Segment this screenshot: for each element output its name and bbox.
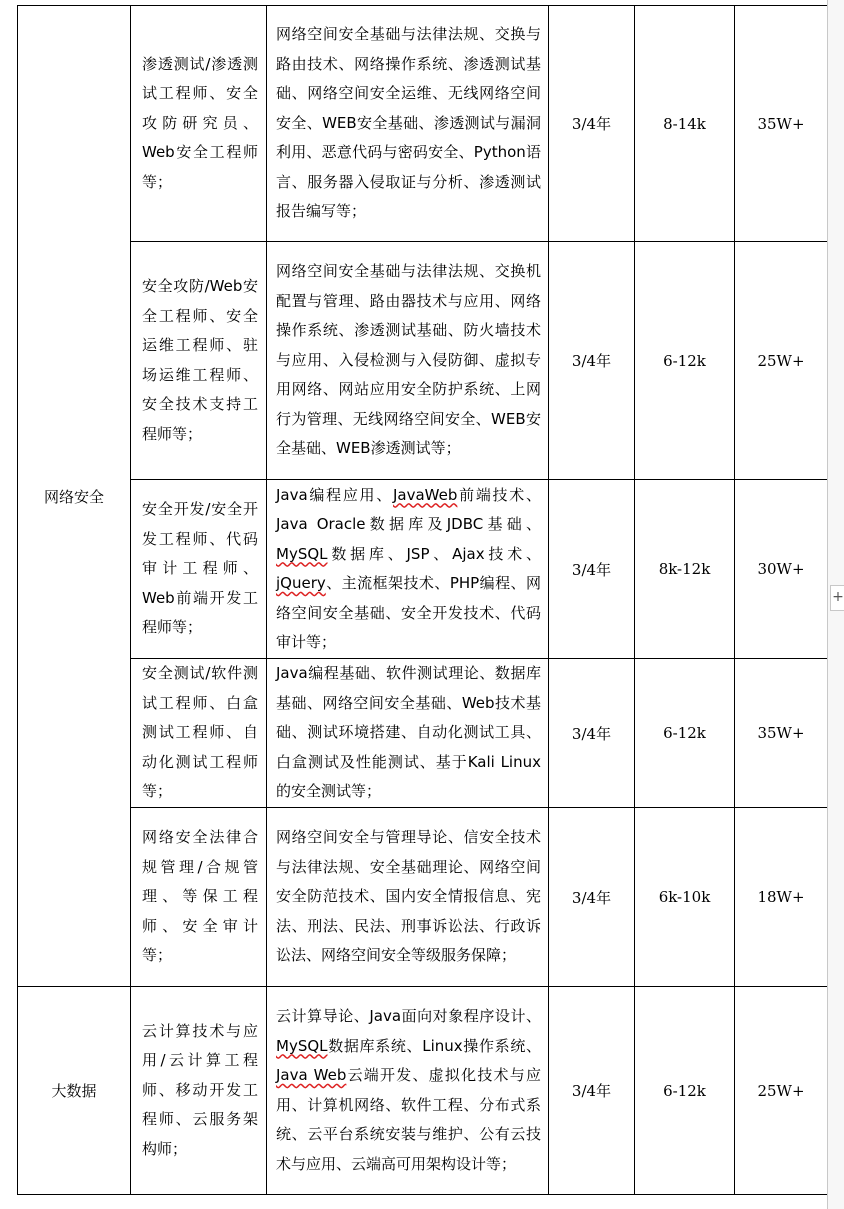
spellcheck-word: MySQL [276,544,328,563]
annual-cell: 18W+ [735,808,828,987]
annual-cell: 25W+ [735,987,828,1195]
role-cell: 安全攻防/Web安全工程师、安全运维工程师、驻场运维工程师、安全技术支持工程师等； [131,242,267,480]
years-cell: 3/4年 [549,987,635,1195]
years-cell: 3/4年 [549,659,635,808]
area-label: 网络安全 [43,487,104,506]
role-cell: 云计算技术与应用/云计算工程师、移动开发工程师、云服务架构师； [131,987,267,1195]
skills-text: 数据库系统、Linux操作系统、 [327,1036,541,1055]
salary-cell: 6k-10k [635,808,735,987]
salary-cell: 6-12k [635,242,735,480]
spellcheck-word: MySQL [276,1036,328,1055]
annual-cell: 25W+ [735,242,828,480]
skills-text: 云端开发、虚拟化技术与应用、计算机网络、软件工程、分布式系统、云平台系统安装与维护、公有云技术与应用、云端高可用架构设计等； [276,1066,541,1173]
salary-cell: 6-12k [635,987,735,1195]
area-cell: 大数据 [18,987,131,1195]
annual-cell: 35W+ [735,6,828,242]
skills-text: 云计算导论、Java面向对象程序设计、 [276,1007,541,1025]
table-row [18,6,828,242]
salary-cell: 8k-12k [635,480,735,659]
career-table [17,5,828,1195]
skills-cell: Java编程基础、软件测试理论、数据库基础、网络空间安全基础、Web技术基础、测试环境搭建、自动化测试工具、白盒测试及性能测试、基于Kali Linux的安全测试等； [267,659,549,808]
skills-text: Java编程应用、 [276,485,393,504]
salary-cell: 6-12k [635,659,735,808]
skills-text: 、主流框架技术、PHP编程、网络空间安全基础、安全开发技术、代码审计等； [276,574,541,651]
annual-cell: 30W+ [735,480,828,659]
salary-cell: 8-14k [635,6,735,242]
skills-cell: 网络空间安全基础与法律法规、交换与路由技术、网络操作系统、渗透测试基础、网络空间安全运维、无线网络空间安全、WEB安全基础、渗透测试与漏洞利用、恶意代码与密码安全、Python语言、服务器入侵取证与分析、渗透测试报告编写等； [267,6,549,242]
skills-cell: 网络空间安全与管理导论、信安全技术与法律法规、安全基础理论、网络空间安全防范技术、国内安全情报信息、宪法、刑法、民法、刑事诉讼法、行政诉讼法、网络空间安全等级服务保障； [267,808,549,987]
skills-cell [267,987,549,1195]
plus-icon[interactable]: + [830,585,844,611]
spellcheck-word: JavaWeb [393,485,458,504]
table-row [18,987,828,1195]
table-row [18,808,828,987]
role-cell: 网络安全法律合规管理/合规管理、等保工程师、安全审计等； [131,808,267,987]
area-cell [18,6,131,987]
skills-text: 数据库、JSP、Ajax技术、 [327,544,541,563]
spellcheck-word: jQuery [276,574,326,592]
table-row [18,480,828,659]
spellcheck-word: Java Web [276,1066,347,1084]
skills-cell [267,480,549,659]
years-cell: 3/4年 [549,808,635,987]
role-cell: 安全开发/安全开发工程师、代码审计工程师、Web前端开发工程师等； [131,480,267,659]
table-row [18,659,828,808]
role-cell: 渗透测试/渗透测试工程师、安全攻防研究员、Web安全工程师等； [131,6,267,242]
years-cell: 3/4年 [549,480,635,659]
years-cell: 3/4年 [549,242,635,480]
annual-cell: 35W+ [735,659,828,808]
table-row [18,242,828,480]
skills-cell: 网络空间安全基础与法律法规、交换机配置与管理、路由器技术与应用、网络操作系统、渗透测试基础、防火墙技术与应用、入侵检测与入侵防御、虚拟专用网络、网站应用安全防护系统、上网行为管理、无线网络空间安全、WEB安全基础、WEB渗透测试等； [267,242,549,480]
role-cell: 安全测试/软件测试工程师、白盒测试工程师、自动化测试工程师等； [131,659,267,808]
years-cell: 3/4年 [549,6,635,242]
skills-text: 前端技术、Java Oracle数据库及JDBC基础、 [276,485,541,533]
